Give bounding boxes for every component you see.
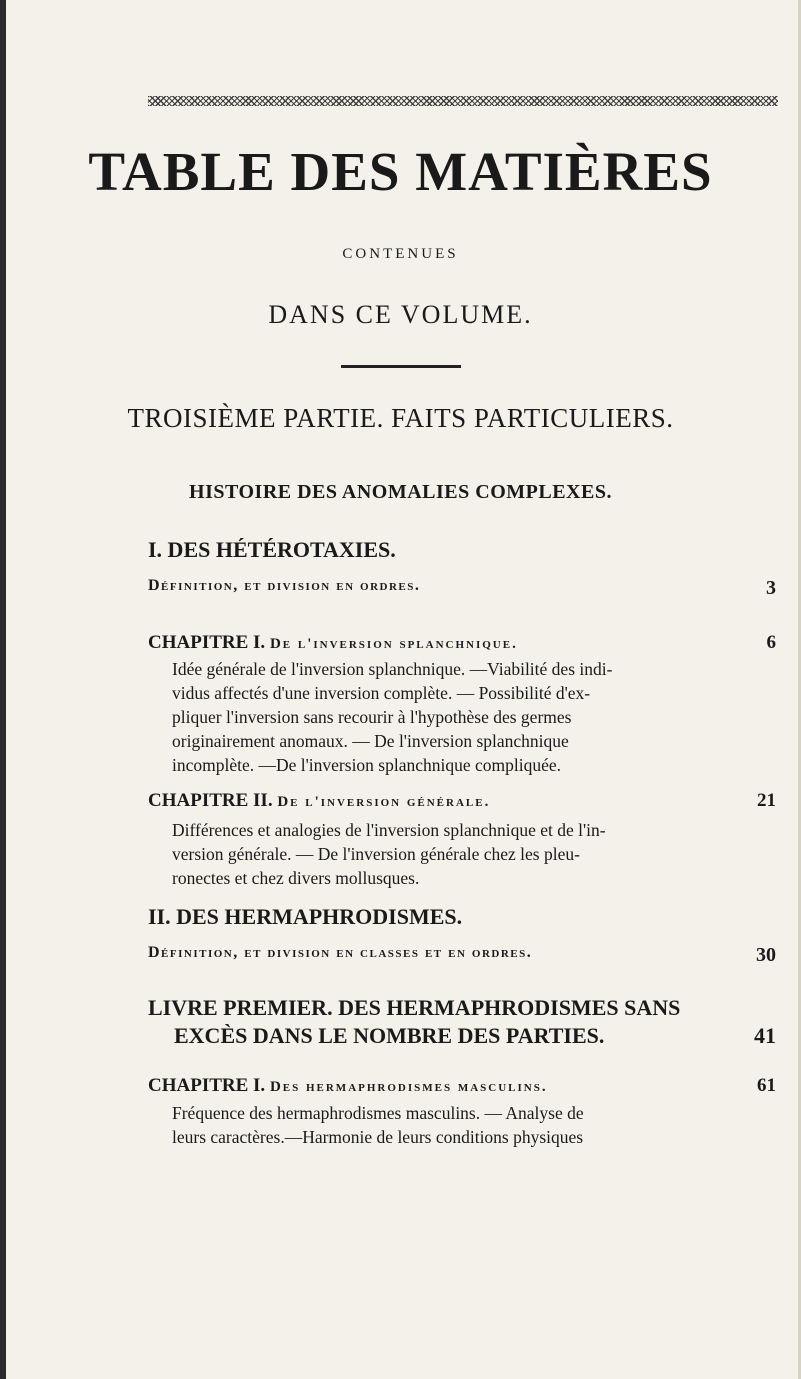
- toc-page-number: 41: [754, 1023, 776, 1048]
- toc-page-number: 21: [757, 790, 776, 811]
- chapter-2-summary: [172, 818, 772, 890]
- summary-line: version générale. — De l'inversion générale chez les pleu-: [172, 844, 580, 864]
- part-subtitle: HISTOIRE DES ANOMALIES COMPLEXES.: [189, 481, 612, 503]
- chapter-title: Des hermaphrodismes masculins.: [269, 1079, 548, 1095]
- chapter-title: De l'inversion générale.: [277, 794, 491, 810]
- book-title-line: LIVRE PREMIER. DES HERMAPHRODISMES SANS: [148, 995, 681, 1020]
- summary-line: Idée générale de l'inversion splanchnique. —Viabilité des indi-: [172, 659, 613, 679]
- toc-chapter-1-inversion-splanchnique[interactable]: [148, 632, 776, 654]
- divider-rule: [341, 365, 461, 368]
- chapter-label: CHAPITRE I.: [148, 632, 266, 653]
- chapter-hermaphrodismes-summary: [172, 1101, 772, 1149]
- book-title-line: EXCÈS DANS LE NOMBRE DES PARTIES.: [174, 1023, 605, 1048]
- toc-page-number: 61: [757, 1075, 776, 1096]
- summary-line: Fréquence des hermaphrodismes masculins. — Analyse de: [172, 1103, 584, 1123]
- summary-line: vidus affectés d'une inversion complète. — Possibilité d'ex-: [172, 683, 591, 703]
- summary-line: incomplète. —De l'inversion splanchnique compliquée.: [172, 755, 562, 775]
- toc-book-1[interactable]: [148, 994, 776, 1050]
- section-title-hermaphrodismes: II. DES HERMAPHRODISMES.: [148, 904, 463, 929]
- summary-line: ronectes et chez divers mollusques.: [172, 868, 420, 888]
- toc-entry-label: Définition, et division en classes et en ordres.: [148, 944, 533, 961]
- toc-chapter-2-inversion-generale[interactable]: [148, 790, 776, 812]
- toc-entry-definition-2[interactable]: [148, 944, 776, 966]
- toc-page-number: 30: [756, 944, 776, 966]
- toc-chapter-1-hermaphrodismes-masculins[interactable]: [148, 1075, 776, 1097]
- chapter-label: CHAPITRE II.: [148, 790, 273, 811]
- page-title: TABLE DES MATIÈRES: [88, 141, 713, 202]
- part-title: TROISIÈME PARTIE. FAITS PARTICULIERS.: [127, 403, 674, 433]
- toc-entry-label: Définition, et division en ordres.: [148, 577, 421, 594]
- page-edge-shadow: [0, 0, 6, 1379]
- page-subtitle-volume: DANS CE VOLUME.: [268, 300, 533, 329]
- chapter-title: De l'inversion splanchnique.: [269, 636, 518, 652]
- summary-line: pliquer l'inversion sans recourir à l'hypothèse des germes: [172, 707, 572, 727]
- summary-line: originairement anomaux. — De l'inversion splanchnique: [172, 731, 569, 751]
- section-title-heterotaxies: I. DES HÉTÉROTAXIES.: [148, 537, 396, 562]
- chapter-1-summary: [172, 657, 772, 777]
- toc-page-number: 3: [766, 577, 776, 599]
- chapter-label: CHAPITRE I.: [148, 1075, 266, 1096]
- toc-entry-definition-1[interactable]: [148, 577, 776, 599]
- summary-line: leurs caractères.—Harmonie de leurs conditions physiques: [172, 1127, 584, 1147]
- decorative-ornament-band: [148, 96, 778, 106]
- summary-line: Différences et analogies de l'inversion splanchnique et de l'in-: [172, 820, 606, 840]
- toc-page-number: 6: [766, 632, 776, 653]
- page-subtitle-contenues: CONTENUES: [342, 246, 459, 262]
